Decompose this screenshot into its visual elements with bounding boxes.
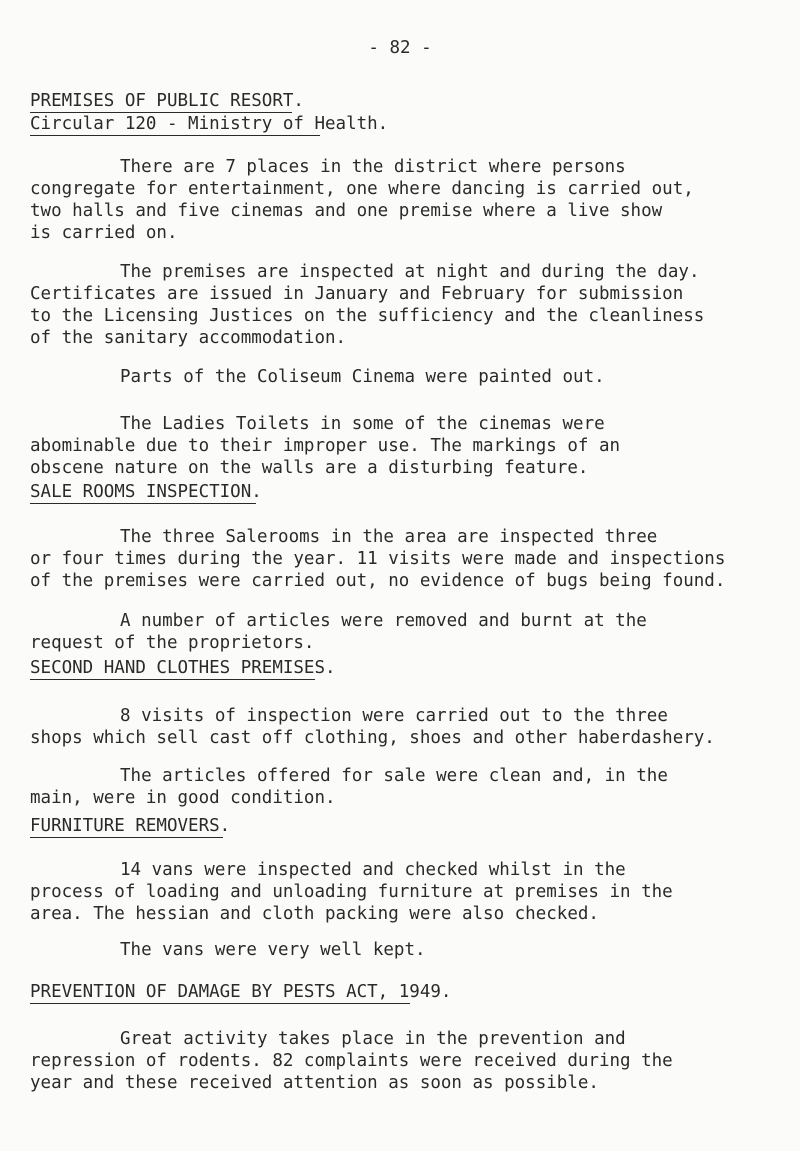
- paragraph-line: Certificates are issued in January and February for submission: [30, 284, 684, 304]
- heading-underline: [30, 503, 256, 504]
- heading-underline: [30, 112, 292, 113]
- section-subheading-circular: Circular 120 - Ministry of Health.: [30, 114, 389, 134]
- heading-underline: [30, 135, 320, 136]
- paragraph-line: The vans were very well kept.: [120, 940, 426, 960]
- paragraph-line: is carried on.: [30, 223, 178, 243]
- paragraph-line: abominable due to their improper use. The markings of an: [30, 436, 621, 456]
- section-heading-public-resort: PREMISES OF PUBLIC RESORT.: [30, 91, 304, 111]
- paragraph-line: The Ladies Toilets in some of the cinemas were: [120, 414, 605, 434]
- paragraph-line: shops which sell cast off clothing, shoes and other haberdashery.: [30, 728, 715, 748]
- paragraph-line: congregate for entertainment, one where dancing is carried out,: [30, 179, 694, 199]
- paragraph: [30, 765, 790, 809]
- paragraph: [30, 261, 790, 349]
- paragraph-line: year and these received attention as soon as possible.: [30, 1073, 599, 1093]
- paragraph: [30, 705, 790, 749]
- paragraph-line: or four times during the year. 11 visits were made and inspections: [30, 549, 726, 569]
- paragraph-line: 8 visits of inspection were carried out to the three: [120, 706, 668, 726]
- paragraph: [30, 859, 790, 925]
- paragraph-line: repression of rodents. 82 complaints were received during the: [30, 1051, 673, 1071]
- paragraph-line: Great activity takes place in the prevention and: [120, 1029, 626, 1049]
- paragraph-line: There are 7 places in the district where persons: [120, 157, 626, 177]
- paragraph-line: The three Salerooms in the area are inspected three: [120, 527, 658, 547]
- paragraph-line: to the Licensing Justices on the sufficiency and the cleanliness: [30, 306, 705, 326]
- paragraph: [30, 610, 790, 654]
- paragraph-line: process of loading and unloading furniture at premises in the: [30, 882, 673, 902]
- paragraph-line: two halls and five cinemas and one premise where a live show: [30, 201, 663, 221]
- section-heading-furniture: FURNITURE REMOVERS.: [30, 816, 231, 836]
- section-heading-second-hand: SECOND HAND CLOTHES PREMISES.: [30, 658, 336, 678]
- paragraph: [30, 939, 790, 961]
- paragraph-line: of the sanitary accommodation.: [30, 328, 347, 348]
- paragraph: [30, 413, 790, 479]
- paragraph-line: The premises are inspected at night and during the day.: [120, 262, 700, 282]
- heading-underline: [30, 679, 315, 680]
- paragraph-line: Parts of the Coliseum Cinema were painted out.: [120, 367, 605, 387]
- paragraph-line: 14 vans were inspected and checked whilst in the: [120, 860, 626, 880]
- heading-underline: [30, 1003, 410, 1004]
- section-heading-pests: PREVENTION OF DAMAGE BY PESTS ACT, 1949.: [30, 982, 452, 1002]
- paragraph-line: of the premises were carried out, no evidence of bugs being found.: [30, 571, 726, 591]
- paragraph-line: main, were in good condition.: [30, 788, 336, 808]
- paragraph: [30, 366, 790, 388]
- paragraph-line: A number of articles were removed and burnt at the: [120, 611, 647, 631]
- paragraph: [30, 156, 790, 244]
- paragraph-line: obscene nature on the walls are a disturbing feature.: [30, 458, 589, 478]
- paragraph: [30, 1028, 790, 1094]
- page-number: - 82 -: [368, 38, 432, 58]
- paragraph-line: area. The hessian and cloth packing were also checked.: [30, 904, 599, 924]
- section-heading-sale-rooms: SALE ROOMS INSPECTION.: [30, 482, 262, 502]
- paragraph-line: request of the proprietors.: [30, 633, 315, 653]
- paragraph-line: The articles offered for sale were clean and, in the: [120, 766, 668, 786]
- paragraph: [30, 526, 790, 592]
- heading-underline: [30, 837, 223, 838]
